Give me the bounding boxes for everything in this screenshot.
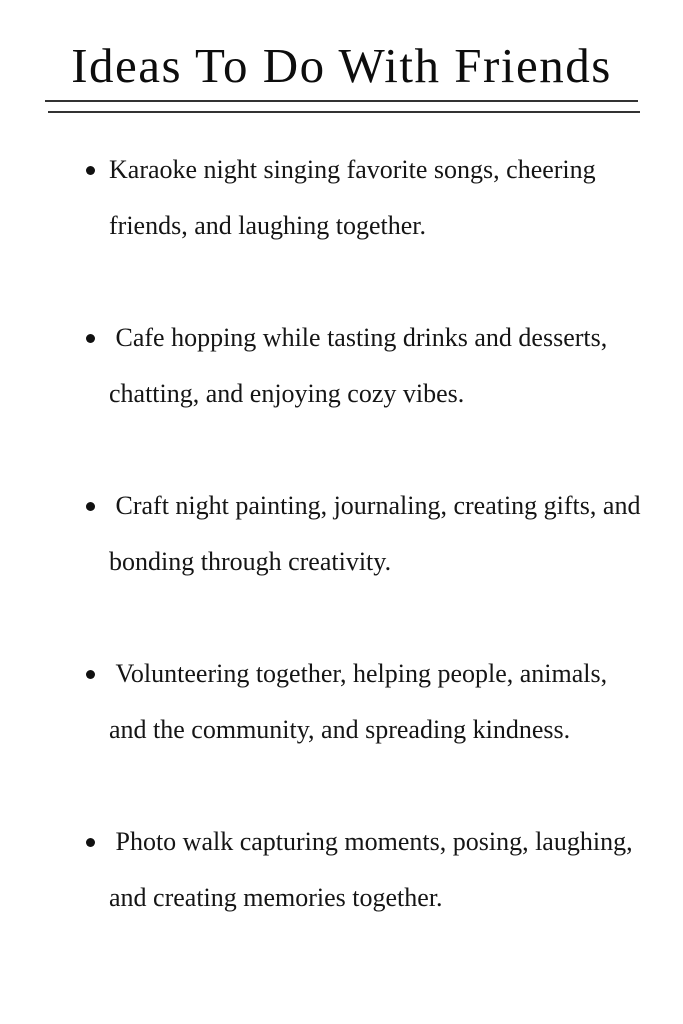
page-title: Ideas To Do With Friends [71,38,612,93]
list-item [0,814,683,982]
list-item [0,646,683,814]
list-item-text: Volunteering together, helping people, animals, and the community, and spreading kindness. [109,659,608,744]
list-item [0,142,683,310]
title-divider-top [45,100,638,102]
title-divider-bottom [48,111,640,113]
list-item-text: Craft night painting, journaling, creating gifts, and bonding through creativity. [109,491,641,576]
bullet-icon [86,670,95,679]
list-item-text: Cafe hopping while tasting drinks and desserts, chatting, and enjoying cozy vibes. [109,323,608,408]
bullet-icon [86,334,95,343]
list-item [0,478,683,646]
list-item-text: Photo walk capturing moments, posing, laughing, and creating memories together. [109,827,633,912]
list-item-text: Karaoke night singing favorite songs, cheering friends, and laughing together. [109,155,596,240]
bullet-icon [86,838,95,847]
list-item [0,310,683,478]
ideas-list [0,142,683,982]
bullet-icon [86,166,95,175]
bullet-icon [86,502,95,511]
